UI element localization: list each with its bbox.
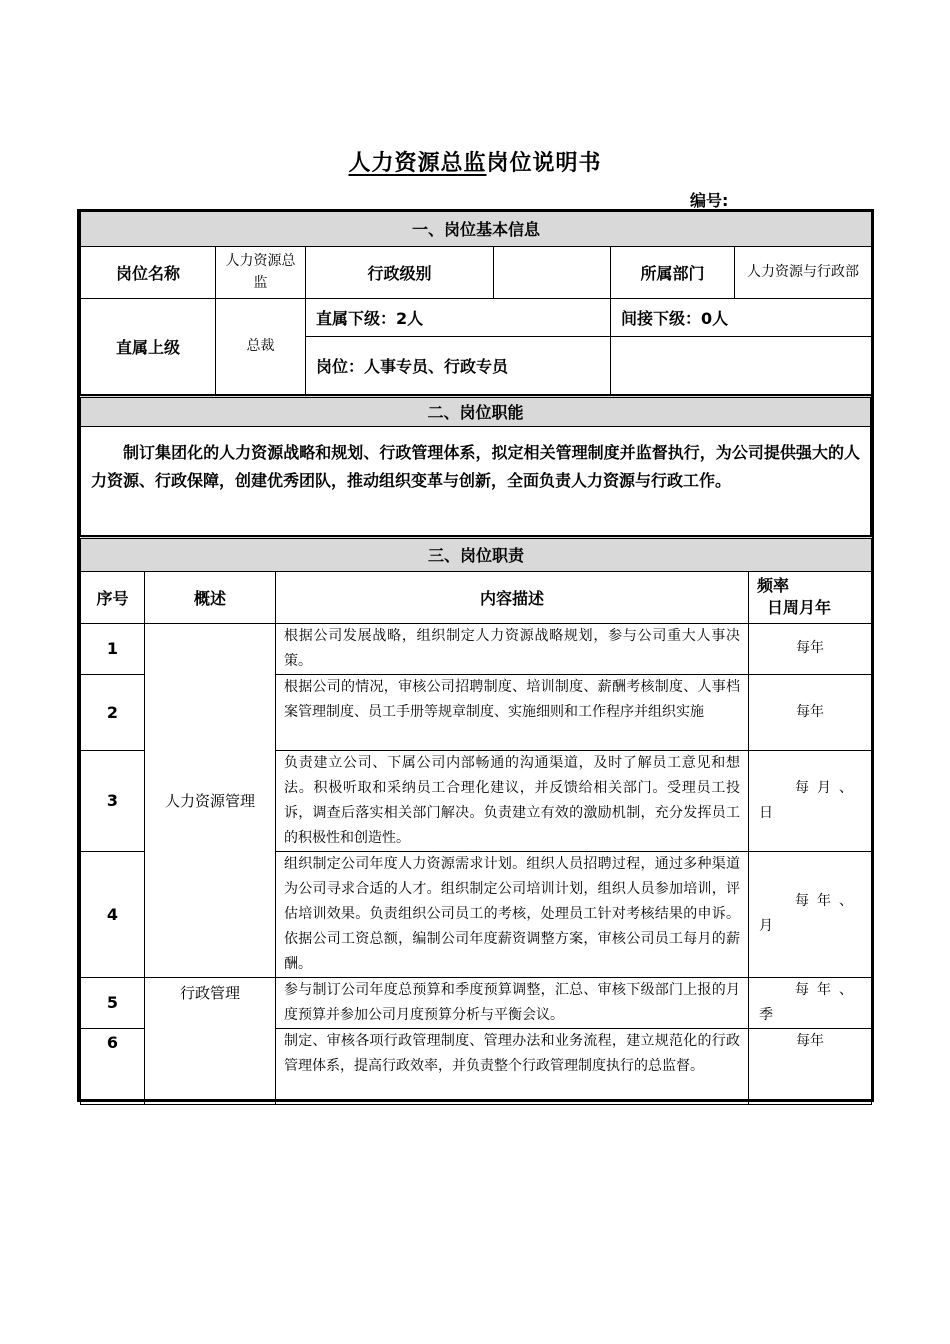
section-duties-header: 三、岗位职责 bbox=[81, 537, 872, 571]
row-freq-a: 每年、 bbox=[795, 981, 862, 998]
job-description-form bbox=[77, 209, 874, 1102]
page-title bbox=[0, 146, 950, 177]
row-freq-b: 月 bbox=[759, 918, 773, 934]
title-underlined-part: 人力资源总监 bbox=[348, 151, 487, 176]
row-freq bbox=[749, 977, 872, 1028]
row-no: 6 bbox=[81, 1028, 145, 1104]
department-value: 人力资源与行政部 bbox=[735, 246, 872, 298]
post-name-value: 人力资源总监 bbox=[216, 246, 306, 298]
department-label: 所属部门 bbox=[611, 246, 735, 298]
row-freq bbox=[749, 750, 872, 851]
category-hr: 人力资源管理 bbox=[145, 623, 276, 977]
admin-level-value bbox=[494, 246, 611, 298]
row-freq: 每年 bbox=[749, 674, 872, 750]
col-desc-header: 内容描述 bbox=[276, 571, 749, 623]
row-freq bbox=[749, 851, 872, 977]
row-freq-b: 日 bbox=[759, 804, 773, 821]
section-basic-info-header: 一、岗位基本信息 bbox=[81, 212, 872, 246]
row-no: 5 bbox=[81, 977, 145, 1028]
subordinate-posts: 岗位：人事专员、行政专员 bbox=[306, 336, 611, 394]
col-freq-line2: 日周月年 bbox=[767, 598, 832, 617]
col-freq-line1: 频率 bbox=[757, 576, 790, 595]
direct-subordinates: 直属下级：2人 bbox=[306, 298, 611, 336]
row-desc: 负责建立公司、下属公司内部畅通的沟通渠道，及时了解员工意见和想法。积极听取和采纳员工合理化建议，并反馈给相关部门。受理员工投诉，调查后落实相关部门解决。负责建立有效的激励机制，充分发挥员工的积极性和创造性。 bbox=[276, 750, 749, 851]
row-desc: 制定、审核各项行政管理制度、管理办法和业务流程，建立规范化的行政管理体系，提高行政效率，并负责整个行政管理制度执行的总监督。 bbox=[276, 1028, 749, 1104]
row-desc: 参与制订公司年度总预算和季度预算调整，汇总、审核下级部门上报的月度预算并参加公司月度预算分析与平衡会议。 bbox=[276, 977, 749, 1028]
row-no: 4 bbox=[81, 851, 145, 977]
duties-table bbox=[80, 536, 872, 1105]
function-text: 制订集团化的人力资源战略和规划、行政管理体系，拟定相关管理制度并监督执行，为公司提供强大的人力资源、行政保障，创建优秀团队，推动组织变革与创新，全面负责人力资源与行政工作。 bbox=[81, 426, 871, 535]
row-no: 3 bbox=[81, 750, 145, 851]
row-desc: 组织制定公司年度人力资源需求计划。组织人员招聘过程，通过多种渠道为公司寻求合适的人才。组织制定公司培训计划，组织人员参加培训，评估培训效果。负责组织公司员工的考核，处理员工针对考核结果的申诉。依据公司工资总额，编制公司年度薪资调整方案，审核公司员工每月的薪酬。 bbox=[276, 851, 749, 977]
col-no-header: 序号 bbox=[81, 571, 145, 623]
table-row bbox=[81, 623, 872, 674]
row-freq-a: 每月、 bbox=[795, 779, 862, 796]
category-admin: 行政管理 bbox=[145, 977, 276, 1104]
row-desc: 根据公司发展战略，组织制定人力资源战略规划，参与公司重大人事决策。 bbox=[276, 623, 749, 674]
table-row bbox=[81, 977, 872, 1028]
indirect-subordinates: 间接下级：0人 bbox=[611, 298, 872, 336]
admin-level-label: 行政级别 bbox=[306, 246, 494, 298]
superior-value: 总裁 bbox=[216, 298, 306, 394]
row-freq: 每年 bbox=[749, 1028, 872, 1104]
row-desc: 根据公司的情况，审核公司招聘制度、培训制度、薪酬考核制度、人事档案管理制度、员工手册等规章制度、实施细则和工作程序并组织实施 bbox=[276, 674, 749, 750]
superior-label: 直属上级 bbox=[81, 298, 216, 394]
function-table bbox=[80, 395, 871, 536]
basic-info-table bbox=[80, 212, 872, 395]
row-no: 2 bbox=[81, 674, 145, 750]
col-freq-header bbox=[749, 571, 872, 623]
row-freq-a: 每年、 bbox=[795, 893, 862, 909]
row-no: 1 bbox=[81, 623, 145, 674]
row-freq: 每年 bbox=[749, 623, 872, 674]
post-name-label: 岗位名称 bbox=[81, 246, 216, 298]
col-summary-header: 概述 bbox=[145, 571, 276, 623]
title-rest: 岗位说明书 bbox=[486, 151, 602, 176]
section-function-header: 二、岗位职能 bbox=[81, 396, 871, 426]
row-freq-b: 季 bbox=[759, 1006, 773, 1023]
doc-number-label: 编号: bbox=[690, 191, 729, 210]
empty-cell bbox=[611, 336, 872, 394]
